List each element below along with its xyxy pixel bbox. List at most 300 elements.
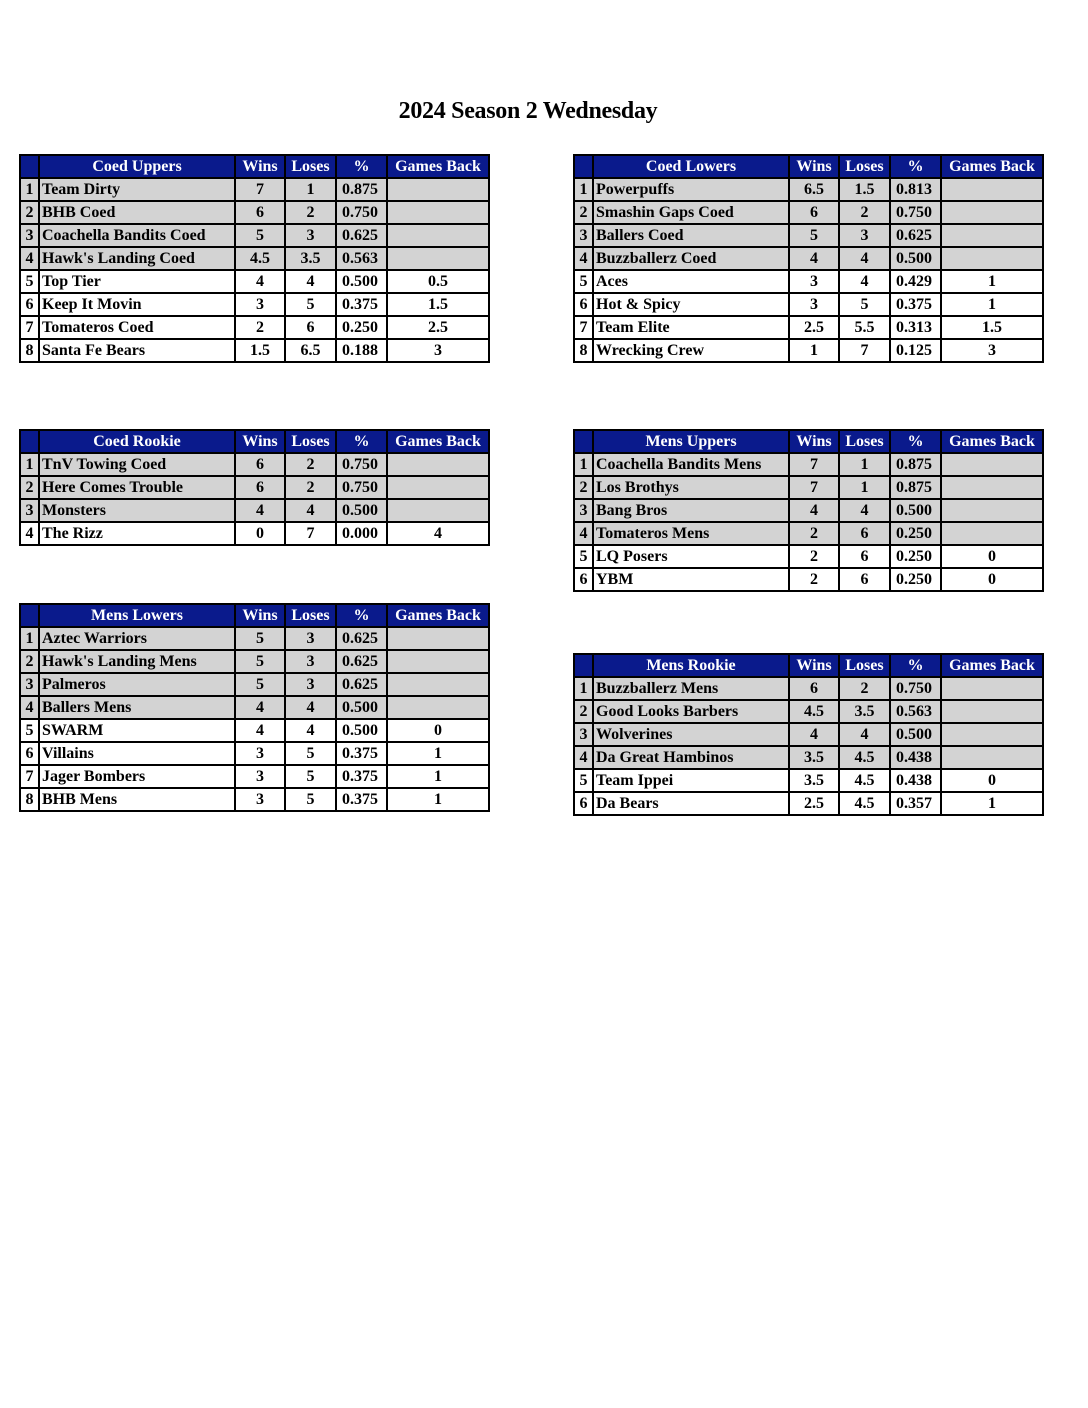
table-row [574, 522, 1043, 545]
pct-cell: 0.500 [336, 696, 387, 719]
rank-cell: 2 [574, 201, 593, 224]
table-row [20, 476, 489, 499]
pct-cell: 0.625 [336, 627, 387, 650]
table-row [574, 723, 1043, 746]
wins-cell: 3.5 [789, 746, 839, 769]
loses-header: Loses [839, 654, 890, 677]
rank-header [20, 155, 39, 178]
wins-cell: 1.5 [235, 339, 285, 362]
games-back-cell [387, 224, 489, 247]
pct-header: % [336, 604, 387, 627]
rank-cell: 2 [20, 650, 39, 673]
pct-cell: 0.625 [336, 673, 387, 696]
loses-cell: 2 [839, 677, 890, 700]
team-name-cell: Powerpuffs [593, 178, 789, 201]
loses-cell: 6 [839, 568, 890, 591]
loses-header: Loses [285, 430, 336, 453]
team-name-cell: Aztec Warriors [39, 627, 235, 650]
pct-cell: 0.188 [336, 339, 387, 362]
loses-cell: 6.5 [285, 339, 336, 362]
games-back-cell [387, 673, 489, 696]
wins-cell: 4.5 [789, 700, 839, 723]
rank-header [20, 430, 39, 453]
loses-cell: 5 [285, 293, 336, 316]
table-row [574, 769, 1043, 792]
games-back-cell: 4 [387, 522, 489, 545]
wins-header: Wins [235, 430, 285, 453]
pct-cell: 0.500 [890, 499, 941, 522]
wins-header: Wins [789, 430, 839, 453]
wins-cell: 4 [235, 696, 285, 719]
rank-cell: 6 [574, 293, 593, 316]
coed-rookie-table [19, 429, 490, 546]
team-name-cell: Ballers Mens [39, 696, 235, 719]
rank-cell: 3 [20, 499, 39, 522]
team-name-cell: Da Great Hambinos [593, 746, 789, 769]
loses-header: Loses [285, 155, 336, 178]
pct-cell: 0.813 [890, 178, 941, 201]
games-back-cell [941, 178, 1043, 201]
pct-cell: 0.750 [890, 677, 941, 700]
division-title: Coed Lowers [593, 155, 789, 178]
loses-cell: 3.5 [839, 700, 890, 723]
loses-cell: 2 [839, 201, 890, 224]
team-name-cell: TnV Towing Coed [39, 453, 235, 476]
loses-cell: 5 [285, 788, 336, 811]
loses-cell: 6 [285, 316, 336, 339]
team-name-cell: LQ Posers [593, 545, 789, 568]
games-back-header: Games Back [387, 604, 489, 627]
games-back-cell: 0 [387, 719, 489, 742]
team-name-cell: Coachella Bandits Coed [39, 224, 235, 247]
wins-cell: 3 [235, 788, 285, 811]
team-name-cell: Ballers Coed [593, 224, 789, 247]
pct-cell: 0.429 [890, 270, 941, 293]
loses-cell: 3 [285, 650, 336, 673]
table-row [20, 270, 489, 293]
loses-cell: 3 [285, 627, 336, 650]
pct-cell: 0.875 [890, 453, 941, 476]
wins-cell: 5 [235, 673, 285, 696]
games-back-header: Games Back [941, 430, 1043, 453]
table-row [574, 247, 1043, 270]
table-row [574, 677, 1043, 700]
table-row [20, 293, 489, 316]
team-name-cell: Team Dirty [39, 178, 235, 201]
team-name-cell: Santa Fe Bears [39, 339, 235, 362]
loses-cell: 3 [839, 224, 890, 247]
team-name-cell: Tomateros Coed [39, 316, 235, 339]
team-name-cell: Los Brothys [593, 476, 789, 499]
games-back-cell: 1 [387, 788, 489, 811]
wins-cell: 4.5 [235, 247, 285, 270]
team-name-cell: Coachella Bandits Mens [593, 453, 789, 476]
rank-cell: 6 [574, 568, 593, 591]
games-back-cell [941, 700, 1043, 723]
rank-cell: 6 [574, 792, 593, 815]
games-back-cell: 3 [387, 339, 489, 362]
wins-cell: 6 [235, 476, 285, 499]
table-row [574, 224, 1043, 247]
team-name-cell: The Rizz [39, 522, 235, 545]
games-back-cell: 1.5 [387, 293, 489, 316]
rank-cell: 3 [574, 499, 593, 522]
page-title: 2024 Season 2 Wednesday [398, 98, 658, 124]
pct-cell: 0.625 [336, 650, 387, 673]
wins-cell: 6.5 [789, 178, 839, 201]
games-back-cell: 1 [387, 765, 489, 788]
rank-cell: 7 [574, 316, 593, 339]
table-row [574, 453, 1043, 476]
wins-cell: 2 [789, 568, 839, 591]
division-title: Coed Rookie [39, 430, 235, 453]
loses-cell: 1.5 [839, 178, 890, 201]
rank-header [574, 430, 593, 453]
games-back-cell [941, 201, 1043, 224]
games-back-cell [941, 453, 1043, 476]
team-name-cell: Wolverines [593, 723, 789, 746]
division-title: Coed Uppers [39, 155, 235, 178]
table-row [574, 568, 1043, 591]
wins-cell: 3 [235, 742, 285, 765]
table-row [574, 178, 1043, 201]
pct-cell: 0.500 [336, 270, 387, 293]
pct-cell: 0.375 [336, 742, 387, 765]
wins-header: Wins [235, 155, 285, 178]
wins-cell: 5 [789, 224, 839, 247]
loses-cell: 1 [839, 453, 890, 476]
games-back-cell: 2.5 [387, 316, 489, 339]
table-header-row [574, 430, 1043, 453]
rank-cell: 5 [574, 545, 593, 568]
rank-cell: 4 [574, 522, 593, 545]
pct-cell: 0.000 [336, 522, 387, 545]
team-name-cell: SWARM [39, 719, 235, 742]
rank-cell: 5 [574, 270, 593, 293]
table-row [574, 316, 1043, 339]
loses-cell: 4 [285, 719, 336, 742]
pct-cell: 0.375 [336, 765, 387, 788]
wins-cell: 4 [789, 499, 839, 522]
wins-cell: 5 [235, 650, 285, 673]
table-row [20, 453, 489, 476]
table-row [20, 499, 489, 522]
wins-cell: 3.5 [789, 769, 839, 792]
rank-cell: 2 [20, 201, 39, 224]
loses-cell: 5.5 [839, 316, 890, 339]
pct-cell: 0.625 [890, 224, 941, 247]
loses-cell: 3.5 [285, 247, 336, 270]
pct-cell: 0.375 [890, 293, 941, 316]
table-row [20, 650, 489, 673]
rank-header [574, 155, 593, 178]
games-back-cell [941, 476, 1043, 499]
loses-cell: 5 [285, 765, 336, 788]
games-back-cell [387, 696, 489, 719]
table-header-row [20, 430, 489, 453]
rank-cell: 4 [574, 247, 593, 270]
games-back-cell [941, 522, 1043, 545]
table-row [574, 270, 1043, 293]
rank-cell: 3 [574, 224, 593, 247]
table-row [20, 742, 489, 765]
loses-cell: 6 [839, 522, 890, 545]
pct-cell: 0.375 [336, 788, 387, 811]
coed-lowers-table [573, 154, 1044, 363]
games-back-cell: 0 [941, 545, 1043, 568]
division-title: Mens Rookie [593, 654, 789, 677]
loses-cell: 4 [285, 499, 336, 522]
rank-cell: 1 [20, 627, 39, 650]
games-back-cell: 1.5 [941, 316, 1043, 339]
pct-cell: 0.875 [336, 178, 387, 201]
loses-cell: 7 [839, 339, 890, 362]
games-back-cell: 1 [941, 270, 1043, 293]
rank-cell: 3 [20, 224, 39, 247]
table-row [20, 765, 489, 788]
team-name-cell: Tomateros Mens [593, 522, 789, 545]
loses-cell: 4 [839, 499, 890, 522]
team-name-cell: Hawk's Landing Mens [39, 650, 235, 673]
team-name-cell: Villains [39, 742, 235, 765]
loses-header: Loses [839, 430, 890, 453]
table-header-row [574, 155, 1043, 178]
rank-cell: 1 [574, 453, 593, 476]
loses-cell: 4 [285, 270, 336, 293]
loses-cell: 3 [285, 224, 336, 247]
games-back-header: Games Back [387, 155, 489, 178]
table-row [20, 673, 489, 696]
team-name-cell: Da Bears [593, 792, 789, 815]
rank-cell: 8 [20, 788, 39, 811]
loses-cell: 1 [285, 178, 336, 201]
rank-header [20, 604, 39, 627]
pct-cell: 0.250 [890, 545, 941, 568]
loses-cell: 4 [839, 270, 890, 293]
pct-cell: 0.438 [890, 769, 941, 792]
games-back-cell [387, 627, 489, 650]
rank-cell: 5 [20, 719, 39, 742]
loses-cell: 5 [839, 293, 890, 316]
loses-cell: 2 [285, 453, 336, 476]
team-name-cell: Bang Bros [593, 499, 789, 522]
loses-cell: 4.5 [839, 792, 890, 815]
team-name-cell: Smashin Gaps Coed [593, 201, 789, 224]
rank-cell: 1 [574, 178, 593, 201]
pct-cell: 0.500 [890, 247, 941, 270]
table-row [20, 788, 489, 811]
rank-cell: 7 [20, 316, 39, 339]
rank-cell: 8 [574, 339, 593, 362]
table-header-row [20, 604, 489, 627]
pct-header: % [890, 430, 941, 453]
pct-header: % [336, 430, 387, 453]
games-back-cell [387, 499, 489, 522]
team-name-cell: BHB Mens [39, 788, 235, 811]
table-row [20, 316, 489, 339]
coed-uppers-table [19, 154, 490, 363]
team-name-cell: Buzzballerz Mens [593, 677, 789, 700]
rank-cell: 1 [20, 178, 39, 201]
rank-header [574, 654, 593, 677]
pct-cell: 0.500 [336, 499, 387, 522]
wins-cell: 3 [789, 293, 839, 316]
mens-lowers-table [19, 603, 490, 812]
loses-cell: 1 [839, 476, 890, 499]
games-back-cell [941, 224, 1043, 247]
mens-uppers-table [573, 429, 1044, 592]
rank-cell: 6 [20, 742, 39, 765]
wins-cell: 3 [235, 765, 285, 788]
wins-cell: 2 [789, 522, 839, 545]
table-row [574, 792, 1043, 815]
rank-cell: 2 [574, 476, 593, 499]
loses-cell: 6 [839, 545, 890, 568]
table-row [20, 247, 489, 270]
rank-cell: 5 [574, 769, 593, 792]
rank-cell: 1 [20, 453, 39, 476]
loses-cell: 5 [285, 742, 336, 765]
loses-cell: 2 [285, 476, 336, 499]
pct-cell: 0.750 [336, 453, 387, 476]
team-name-cell: Hot & Spicy [593, 293, 789, 316]
loses-cell: 4 [839, 723, 890, 746]
team-name-cell: Team Ippei [593, 769, 789, 792]
loses-header: Loses [285, 604, 336, 627]
wins-cell: 2 [789, 545, 839, 568]
pct-cell: 0.375 [336, 293, 387, 316]
wins-cell: 5 [235, 627, 285, 650]
table-row [574, 293, 1043, 316]
table-row [574, 476, 1043, 499]
games-back-header: Games Back [387, 430, 489, 453]
wins-header: Wins [789, 654, 839, 677]
table-row [20, 224, 489, 247]
loses-cell: 4 [285, 696, 336, 719]
team-name-cell: Good Looks Barbers [593, 700, 789, 723]
wins-cell: 7 [789, 453, 839, 476]
rank-cell: 8 [20, 339, 39, 362]
pct-cell: 0.750 [890, 201, 941, 224]
wins-cell: 1 [789, 339, 839, 362]
games-back-cell [941, 499, 1043, 522]
wins-cell: 2 [235, 316, 285, 339]
table-header-row [574, 654, 1043, 677]
games-back-cell [387, 201, 489, 224]
games-back-cell [387, 453, 489, 476]
wins-header: Wins [789, 155, 839, 178]
games-back-cell: 1 [941, 293, 1043, 316]
pct-cell: 0.563 [336, 247, 387, 270]
team-name-cell: Buzzballerz Coed [593, 247, 789, 270]
table-row [574, 201, 1043, 224]
games-back-cell [387, 178, 489, 201]
table-row [574, 746, 1043, 769]
wins-cell: 7 [235, 178, 285, 201]
wins-cell: 4 [789, 247, 839, 270]
team-name-cell: Hawk's Landing Coed [39, 247, 235, 270]
division-title: Mens Lowers [39, 604, 235, 627]
pct-cell: 0.875 [890, 476, 941, 499]
games-back-cell: 3 [941, 339, 1043, 362]
team-name-cell: Monsters [39, 499, 235, 522]
wins-header: Wins [235, 604, 285, 627]
rank-cell: 3 [20, 673, 39, 696]
rank-cell: 5 [20, 270, 39, 293]
team-name-cell: Wrecking Crew [593, 339, 789, 362]
pct-cell: 0.125 [890, 339, 941, 362]
pct-cell: 0.500 [336, 719, 387, 742]
games-back-cell: 0 [941, 769, 1043, 792]
pct-cell: 0.313 [890, 316, 941, 339]
wins-cell: 3 [789, 270, 839, 293]
table-row [20, 201, 489, 224]
wins-cell: 6 [235, 453, 285, 476]
wins-cell: 6 [789, 201, 839, 224]
wins-cell: 4 [789, 723, 839, 746]
games-back-cell [941, 746, 1043, 769]
loses-cell: 4.5 [839, 769, 890, 792]
rank-cell: 2 [20, 476, 39, 499]
wins-cell: 0 [235, 522, 285, 545]
pct-cell: 0.250 [890, 522, 941, 545]
loses-cell: 3 [285, 673, 336, 696]
games-back-cell [941, 677, 1043, 700]
pct-cell: 0.750 [336, 201, 387, 224]
team-name-cell: Aces [593, 270, 789, 293]
team-name-cell: YBM [593, 568, 789, 591]
pct-cell: 0.250 [336, 316, 387, 339]
games-back-cell: 1 [387, 742, 489, 765]
pct-cell: 0.500 [890, 723, 941, 746]
pct-cell: 0.750 [336, 476, 387, 499]
wins-cell: 6 [789, 677, 839, 700]
wins-cell: 2.5 [789, 316, 839, 339]
wins-cell: 6 [235, 201, 285, 224]
games-back-cell: 0.5 [387, 270, 489, 293]
wins-cell: 3 [235, 293, 285, 316]
division-title: Mens Uppers [593, 430, 789, 453]
rank-cell: 3 [574, 723, 593, 746]
table-row [20, 719, 489, 742]
pct-cell: 0.625 [336, 224, 387, 247]
rank-cell: 7 [20, 765, 39, 788]
table-row [20, 627, 489, 650]
rank-cell: 1 [574, 677, 593, 700]
loses-header: Loses [839, 155, 890, 178]
table-row [20, 339, 489, 362]
rank-cell: 4 [20, 522, 39, 545]
team-name-cell: BHB Coed [39, 201, 235, 224]
table-header-row [20, 155, 489, 178]
rank-cell: 4 [20, 696, 39, 719]
games-back-cell [941, 723, 1043, 746]
team-name-cell: Top Tier [39, 270, 235, 293]
wins-cell: 2.5 [789, 792, 839, 815]
rank-cell: 4 [574, 746, 593, 769]
pct-cell: 0.250 [890, 568, 941, 591]
games-back-cell [941, 247, 1043, 270]
wins-cell: 4 [235, 499, 285, 522]
games-back-cell: 1 [941, 792, 1043, 815]
pct-cell: 0.357 [890, 792, 941, 815]
rank-cell: 2 [574, 700, 593, 723]
pct-cell: 0.438 [890, 746, 941, 769]
team-name-cell: Team Elite [593, 316, 789, 339]
table-row [20, 178, 489, 201]
wins-cell: 5 [235, 224, 285, 247]
loses-cell: 2 [285, 201, 336, 224]
